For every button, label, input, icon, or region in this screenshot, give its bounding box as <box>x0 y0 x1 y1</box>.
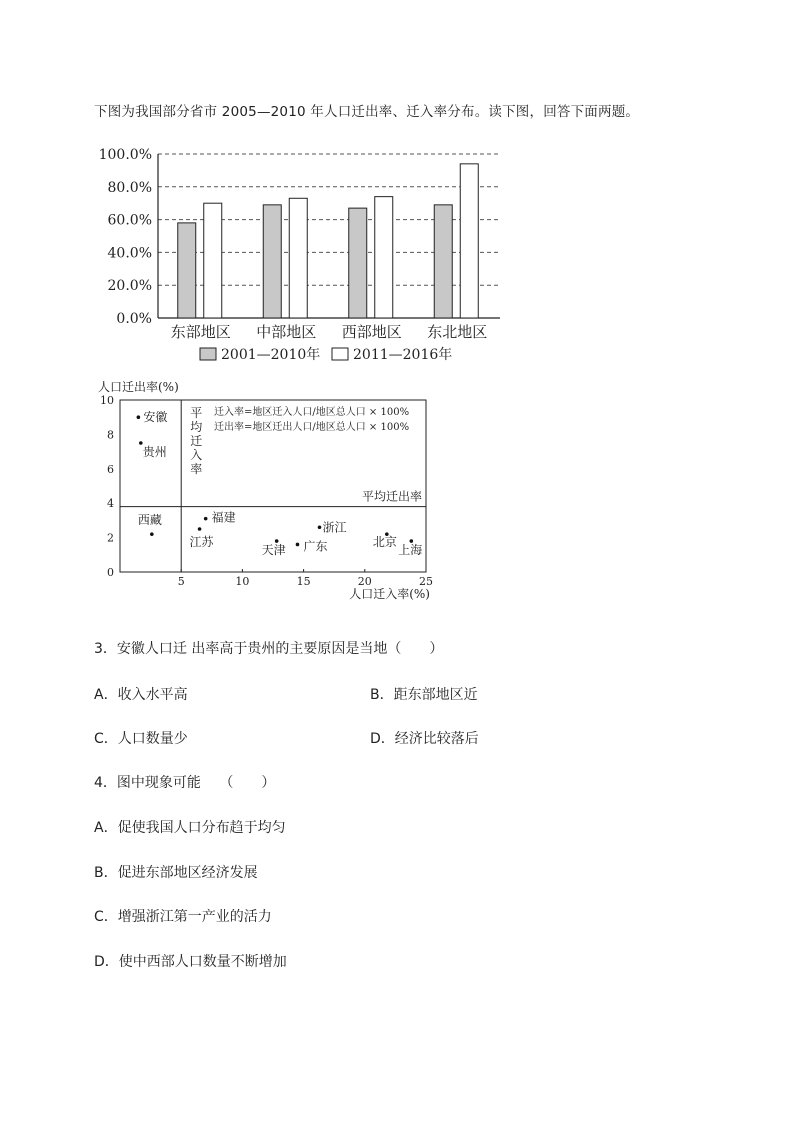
bar <box>178 223 196 318</box>
point-label: 福建 <box>211 510 236 525</box>
y-axis-label: 人口迁出率(%) <box>98 380 179 394</box>
bar <box>434 205 452 318</box>
question-4-option-c[interactable]: C．增强浙江第一产业的活力 <box>94 909 272 925</box>
scatter-point <box>318 525 322 529</box>
y-tick-label: 2 <box>107 531 114 545</box>
point-label: 贵州 <box>142 445 167 459</box>
question-3-option-b[interactable]: B．距东部地区近 <box>370 687 478 703</box>
legend-label: 2001—2010年 <box>221 347 321 363</box>
x-tick-label: 中部地区 <box>256 323 317 341</box>
bar-chart <box>90 140 510 368</box>
x-tick-label: 东北地区 <box>427 323 488 341</box>
question-3-stem: 3．安徽人口迁 出率高于贵州的主要原因是当地（ ） <box>94 641 444 657</box>
scatter-chart <box>90 376 440 604</box>
y-tick-label: 0.0% <box>116 311 152 327</box>
bar <box>263 205 281 318</box>
y-tick-label: 8 <box>107 428 114 442</box>
y-tick-label: 10 <box>100 394 114 407</box>
point-label: 安徽 <box>143 410 168 425</box>
bar <box>375 197 393 318</box>
question-3-option-c[interactable]: C．人口数量少 <box>94 731 188 747</box>
point-label: 江苏 <box>189 535 214 549</box>
x-tick-label: 25 <box>419 575 433 588</box>
x-tick-label: 15 <box>296 575 311 588</box>
question-4-stem: 4．图中现象可能 （ ） <box>94 775 276 791</box>
scatter-point <box>198 527 202 531</box>
y-tick-label: 100.0% <box>98 147 152 163</box>
bar <box>460 164 478 318</box>
x-tick-label: 20 <box>357 575 372 588</box>
point-label: 上海 <box>398 543 423 558</box>
x-tick-label: 5 <box>177 575 185 588</box>
avg-in-rate-label: 平均迁入率 <box>190 406 203 476</box>
point-label: 浙江 <box>322 520 347 535</box>
question-4-option-a[interactable]: A．促使我国人口分布趋于均匀 <box>94 820 286 836</box>
x-tick-label: 东部地区 <box>170 323 231 341</box>
intro-text: 下图为我国部分省市 2005—2010 年人口迁出率、迁入率分布。读下图，回答下面两题。 <box>94 104 640 120</box>
question-4-option-b[interactable]: B．促进东部地区经济发展 <box>94 865 258 881</box>
avg-out-rate-label: 平均迁出率 <box>361 489 422 504</box>
scatter-point <box>150 532 154 536</box>
x-axis-label: 人口迁入率(%) <box>349 587 430 601</box>
bar <box>349 208 367 318</box>
y-tick-label: 80.0% <box>107 179 152 196</box>
bar <box>289 198 307 318</box>
y-tick-label: 60.0% <box>107 212 152 229</box>
scatter-point <box>204 517 208 521</box>
formula-note: 迁入率=地区迁入人口/地区总人口 × 100% <box>214 407 410 418</box>
y-tick-label: 0 <box>107 566 114 579</box>
point-label: 广东 <box>303 539 328 554</box>
question-4-option-d[interactable]: D．使中西部人口数量不断增加 <box>94 954 287 970</box>
point-label: 天津 <box>261 543 286 558</box>
y-tick-label: 6 <box>107 462 114 476</box>
y-tick-label: 40.0% <box>107 245 152 262</box>
scatter-point <box>296 543 300 547</box>
legend-swatch <box>332 348 348 360</box>
formula-note: 迁出率=地区迁出人口/地区总人口 × 100% <box>214 422 410 433</box>
legend-swatch <box>200 348 216 360</box>
x-tick-label: 10 <box>235 575 250 588</box>
legend-label: 2011—2016年 <box>353 347 453 363</box>
point-label: 北京 <box>372 535 397 550</box>
question-3-option-a[interactable]: A．收入水平高 <box>94 687 188 703</box>
point-label: 西藏 <box>137 513 162 528</box>
scatter-point <box>137 415 141 419</box>
question-3-option-d[interactable]: D．经济比较落后 <box>370 731 479 747</box>
x-tick-label: 西部地区 <box>341 323 402 341</box>
bar <box>204 203 222 318</box>
y-tick-label: 20.0% <box>107 278 152 295</box>
y-tick-label: 4 <box>107 497 114 511</box>
